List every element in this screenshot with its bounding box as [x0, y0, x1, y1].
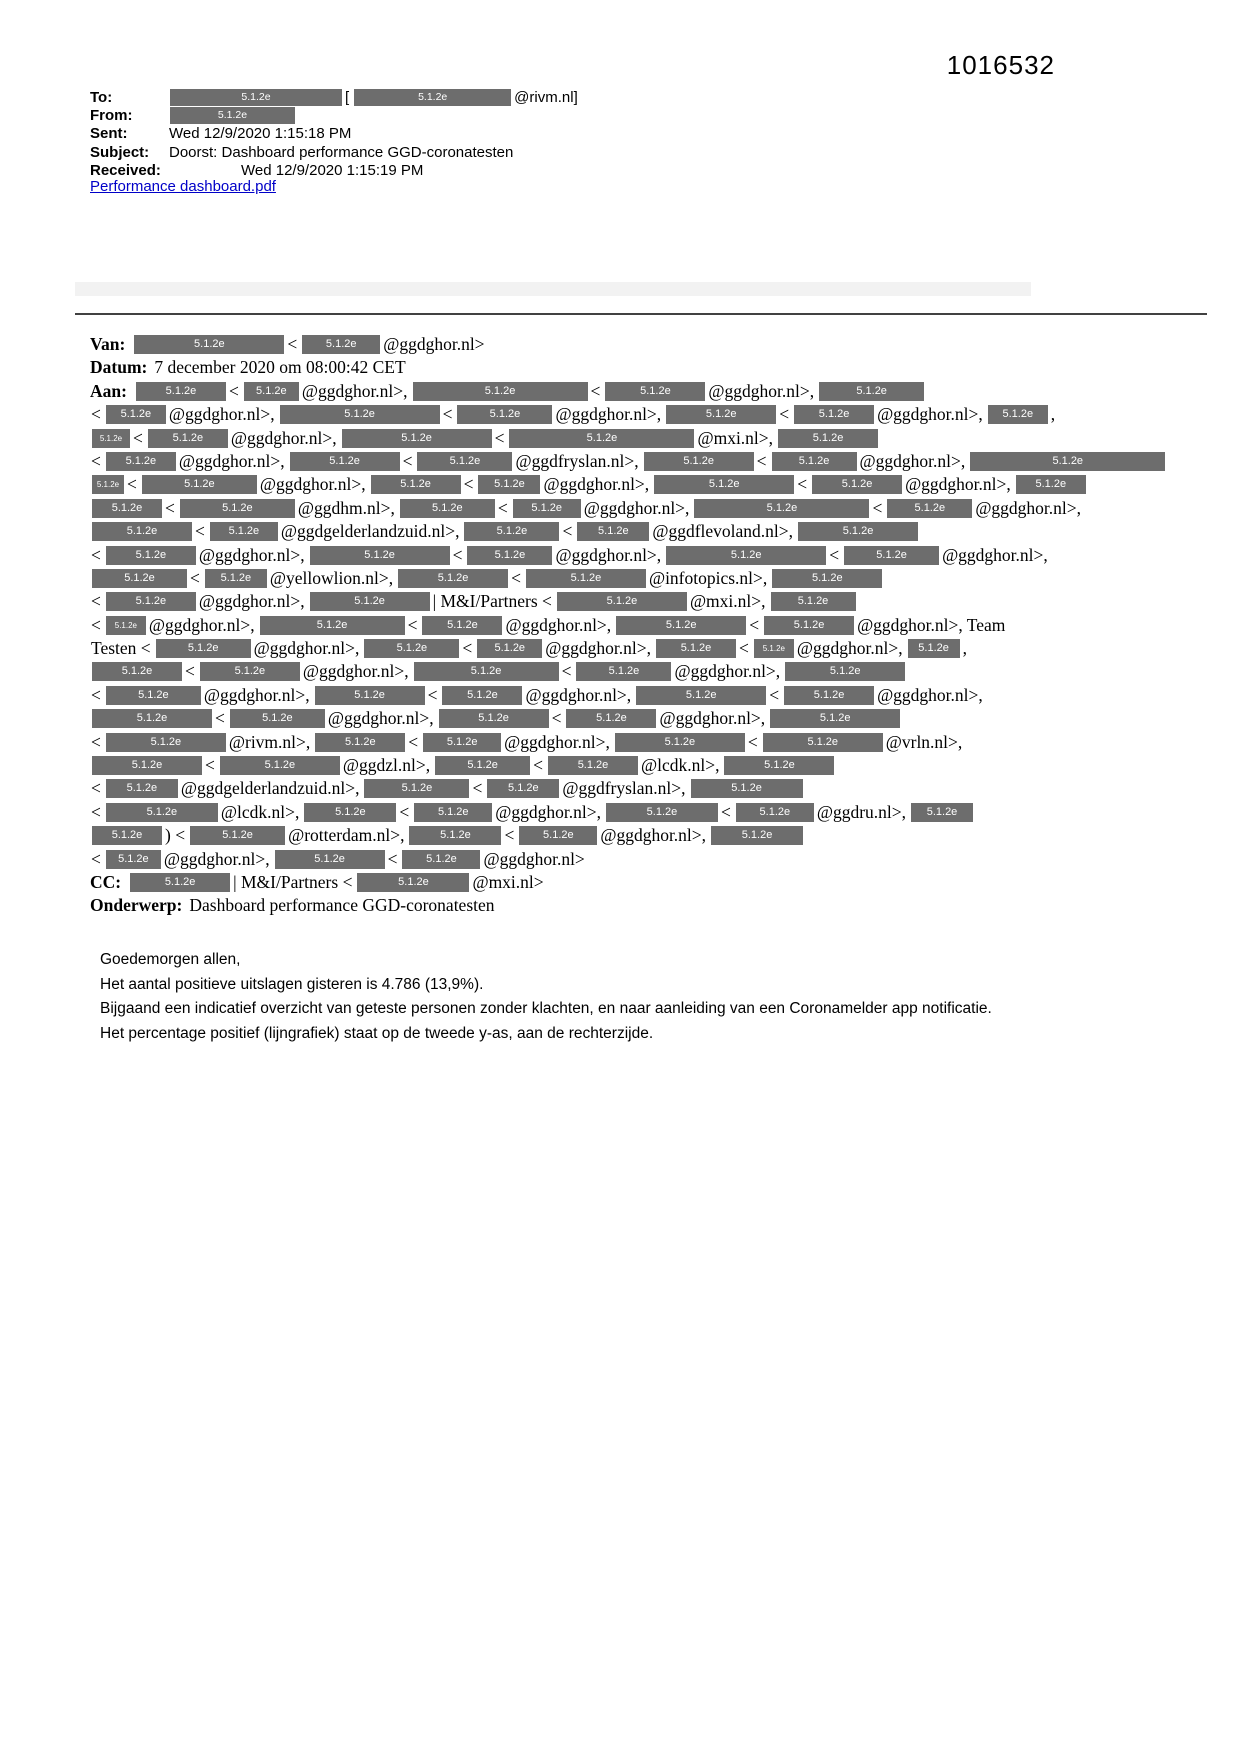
redaction-box: 5.1.2e: [509, 429, 694, 448]
redaction-box: 5.1.2e: [280, 405, 440, 424]
redaction-box: 5.1.2e: [464, 522, 559, 541]
redaction-box: 5.1.2e: [785, 662, 905, 681]
text-fragment: @ggdghor.nl>,: [708, 380, 815, 401]
text-fragment: <: [91, 404, 101, 425]
body-line: Het percentage positief (lijngrafiek) staat op de tweede y-as, aan de rechterzijde.: [100, 1024, 654, 1042]
text-fragment: <: [452, 544, 463, 565]
redaction-box: 5.1.2e: [478, 475, 540, 494]
text-fragment: @ggdghor.nl>,: [600, 825, 707, 846]
text-fragment: @ggdghor.nl>,: [857, 614, 963, 635]
aan-line-12: [90, 638, 1167, 661]
text-fragment: <: [511, 567, 521, 588]
aan-line-8: [90, 545, 1167, 568]
text-fragment: @ggdghor.nl>,: [163, 848, 270, 869]
redaction-box: 5.1.2e: [136, 382, 226, 401]
text-fragment: <: [472, 778, 483, 799]
text-fragment: <: [562, 521, 573, 542]
text-fragment: <: [590, 380, 601, 401]
text-fragment: @ggdghor.nl>,: [659, 708, 766, 729]
redaction-box: 5.1.2e: [763, 733, 883, 752]
text-fragment: @ggdghor.nl>,: [253, 638, 360, 659]
text-fragment: @mxi.nl>,: [697, 427, 774, 448]
van-row: [90, 334, 1167, 357]
redaction-box: 5.1.2e: [844, 546, 939, 565]
text-fragment: <: [190, 567, 200, 588]
text-fragment: @ggdghor.nl>,: [302, 661, 409, 682]
to-label: To:: [90, 88, 113, 106]
text-fragment: <: [185, 661, 195, 682]
redaction-box: 5.1.2e: [1016, 475, 1086, 494]
text-fragment: <: [749, 614, 760, 635]
redaction-box: 5.1.2e: [92, 709, 212, 728]
text-fragment: <: [756, 450, 767, 471]
redaction-box: 5.1.2e: [364, 639, 459, 658]
datum-row: [90, 357, 1167, 380]
text-fragment: <: [462, 638, 473, 659]
redaction-box: 5.1.2e: [106, 686, 201, 705]
redaction-box: 5.1.2e: [275, 850, 385, 869]
text-fragment: @ggdghor.nl>,: [198, 544, 305, 565]
redaction-box: 5.1.2e: [190, 826, 285, 845]
redaction-box: 5.1.2e: [106, 850, 161, 869]
redaction-box: 5.1.2e: [557, 592, 687, 611]
subject-value: [168, 144, 516, 161]
redaction-box: 5.1.2e: [754, 639, 794, 658]
aan-line-3: [90, 428, 1167, 451]
text-fragment: @rivm.nl]: [514, 88, 578, 106]
redaction-box: 5.1.2e: [548, 756, 638, 775]
text-fragment: <: [402, 450, 413, 471]
text-fragment: <: [561, 661, 572, 682]
aan-line-17: [90, 755, 1167, 778]
text-fragment: @ggdzl.nl>,: [342, 755, 431, 776]
aan-line-11: [90, 615, 1167, 638]
redaction-box: 5.1.2e: [711, 826, 803, 845]
text-fragment: <: [127, 474, 137, 495]
text-fragment: <: [427, 684, 438, 705]
text-fragment: @ggdghor.nl>,: [525, 684, 632, 705]
redaction-box: 5.1.2e: [605, 382, 705, 401]
text-fragment: <: [91, 848, 101, 869]
text-fragment: <: [91, 544, 101, 565]
aan-line-14: [90, 685, 1167, 708]
redaction-box: 5.1.2e: [302, 335, 380, 354]
document-number: 1016532: [946, 50, 1055, 80]
redaction-box: 5.1.2e: [988, 405, 1048, 424]
text-fragment: <: [747, 731, 758, 752]
redaction-box: 5.1.2e: [764, 616, 854, 635]
text-fragment: <: [738, 638, 749, 659]
text-fragment: <: [720, 801, 731, 822]
redaction-box: 5.1.2e: [887, 499, 972, 518]
redaction-box: 5.1.2e: [205, 569, 267, 588]
text-fragment: <: [769, 684, 780, 705]
redaction-box: 5.1.2e: [92, 662, 182, 681]
header-row-sent: [90, 125, 581, 143]
redaction-box: 5.1.2e: [342, 429, 492, 448]
redaction-box: 5.1.2e: [106, 803, 218, 822]
redaction-box: 5.1.2e: [442, 686, 522, 705]
text-fragment: @ggdghor.nl>,: [859, 450, 966, 471]
text-fragment: @ggdghor.nl>: [383, 334, 485, 354]
redaction-box: 5.1.2e: [400, 499, 495, 518]
text-fragment: @ggdghor.nl>,: [975, 497, 1082, 518]
text-fragment: ,: [1050, 404, 1056, 425]
text-fragment: <: [91, 778, 101, 799]
text-fragment: @ggdghor.nl>,: [148, 614, 255, 635]
redaction-box: 5.1.2e: [315, 686, 425, 705]
aan-recipient-block: [90, 381, 1167, 872]
aan-line-20: [90, 825, 1167, 848]
text-fragment: @lcdk.nl>,: [640, 755, 720, 776]
text-fragment: @ggdghor.nl>,: [796, 638, 903, 659]
text-fragment: <: [829, 544, 840, 565]
text-fragment: Doorst: Dashboard performance GGD-coronatesten: [169, 143, 514, 161]
redaction-box: 5.1.2e: [616, 616, 746, 635]
van-label: Van:: [90, 334, 126, 354]
redaction-box: 5.1.2e: [92, 429, 130, 448]
text-fragment: <: [91, 614, 101, 635]
onderwerp-row: [90, 895, 1167, 918]
text-fragment: @ggdghor.nl>,: [545, 638, 651, 659]
redaction-box: 5.1.2e: [106, 616, 146, 635]
aan-line-9: [90, 568, 1167, 591]
scan-artifact-band: [75, 282, 1031, 296]
redaction-box: 5.1.2e: [310, 592, 430, 611]
redaction-box: 5.1.2e: [170, 107, 295, 124]
text-fragment: <: [91, 684, 101, 705]
redaction-box: 5.1.2e: [92, 826, 162, 845]
redaction-box: 5.1.2e: [92, 475, 124, 494]
redaction-box: 5.1.2e: [210, 522, 278, 541]
aan-line-18: [90, 778, 1167, 801]
text-fragment: <: [551, 708, 562, 729]
cc-label: CC:: [90, 871, 122, 892]
text-fragment: Testen <: [91, 638, 151, 659]
sent-value: [168, 125, 354, 142]
redaction-box: 5.1.2e: [106, 779, 178, 798]
redaction-box: 5.1.2e: [244, 382, 299, 401]
text-fragment: @infotopics.nl>,: [648, 567, 768, 588]
text-fragment: Team: [966, 614, 1006, 635]
redaction-box: 5.1.2e: [908, 639, 960, 658]
text-fragment: @ggdghor.nl>,: [905, 474, 1011, 495]
redaction-box: 5.1.2e: [636, 686, 766, 705]
redaction-box: 5.1.2e: [148, 429, 228, 448]
datum-value: 7 december 2020 om 08:00:42 CET: [154, 357, 406, 378]
text-fragment: @ggdgelderlandzuid.nl>,: [280, 521, 460, 542]
redaction-box: 5.1.2e: [784, 686, 874, 705]
redaction-box: 5.1.2e: [778, 429, 878, 448]
text-fragment: <: [494, 427, 505, 448]
redaction-box: 5.1.2e: [970, 452, 1165, 471]
redaction-box: 5.1.2e: [576, 662, 671, 681]
email-body: [100, 948, 992, 1046]
redaction-box: 5.1.2e: [200, 662, 300, 681]
subject-label: Subject:: [90, 143, 150, 161]
redaction-box: 5.1.2e: [170, 89, 342, 106]
text-fragment: @ggdghor.nl>,: [301, 380, 408, 401]
redaction-box: 5.1.2e: [457, 405, 552, 424]
text-fragment: @ggdghor.nl>,: [259, 474, 366, 495]
redaction-box: 5.1.2e: [357, 873, 469, 892]
redaction-box: 5.1.2e: [315, 733, 405, 752]
redaction-box: 5.1.2e: [911, 803, 973, 822]
text-fragment: @ggdghor.nl>: [483, 848, 585, 869]
onderwerp-label: Onderwerp:: [90, 895, 183, 916]
redaction-box: 5.1.2e: [180, 499, 295, 518]
text-fragment: @ggdgelderlandzuid.nl>,: [180, 778, 360, 799]
redaction-box: 5.1.2e: [819, 382, 924, 401]
text-fragment: @yellowlion.nl>,: [269, 567, 394, 588]
redaction-box: 5.1.2e: [364, 779, 469, 798]
redaction-box: 5.1.2e: [439, 709, 549, 728]
text-fragment: @ggdghor.nl>,: [583, 497, 690, 518]
text-fragment: ,: [962, 638, 967, 659]
onderwerp-value: Dashboard performance GGD-coronatesten: [189, 895, 495, 916]
redaction-box: 5.1.2e: [771, 592, 856, 611]
redaction-box: 5.1.2e: [772, 452, 857, 471]
text-fragment: @ggdghor.nl>,: [198, 591, 305, 612]
text-fragment: <: [91, 591, 101, 612]
redaction-box: 5.1.2e: [413, 382, 588, 401]
text-fragment: @ggdghor.nl>,: [555, 544, 662, 565]
text-fragment: <: [165, 497, 175, 518]
text-fragment: <: [463, 474, 474, 495]
text-fragment: <: [205, 755, 215, 776]
redaction-box: 5.1.2e: [477, 639, 542, 658]
redaction-box: 5.1.2e: [398, 569, 508, 588]
redaction-box: 5.1.2e: [130, 873, 230, 892]
redaction-box: 5.1.2e: [92, 522, 192, 541]
to-value: [168, 89, 581, 106]
text-fragment: | M&I/Partners <: [432, 591, 552, 612]
text-fragment: @ggdghor.nl>,: [505, 614, 612, 635]
aan-line-1: [90, 381, 1167, 404]
redaction-box: 5.1.2e: [142, 475, 257, 494]
text-fragment: <: [91, 731, 101, 752]
redaction-box: 5.1.2e: [260, 616, 405, 635]
text-fragment: @ggdghor.nl>,: [495, 801, 601, 822]
aan-line-13: [90, 661, 1167, 684]
redaction-box: 5.1.2e: [422, 616, 502, 635]
text-fragment: ) <: [165, 825, 186, 846]
cc-row: [90, 872, 1167, 895]
redaction-box: 5.1.2e: [435, 756, 530, 775]
text-fragment: @mxi.nl>,: [689, 591, 766, 612]
from-value: [168, 107, 297, 124]
redaction-box: 5.1.2e: [310, 546, 450, 565]
attachment-link[interactable]: Performance dashboard.pdf: [90, 178, 276, 195]
redaction-box: 5.1.2e: [414, 662, 559, 681]
text-fragment: @lcdk.nl>,: [220, 801, 300, 822]
text-fragment: @ggdghor.nl>,: [168, 404, 275, 425]
text-fragment: <: [91, 450, 101, 471]
redaction-box: 5.1.2e: [220, 756, 340, 775]
redaction-box: 5.1.2e: [106, 546, 196, 565]
text-fragment: <: [195, 521, 205, 542]
text-fragment: Wed 12/9/2020 1:15:18 PM: [169, 125, 352, 143]
redaction-box: 5.1.2e: [409, 826, 501, 845]
redaction-box: 5.1.2e: [106, 405, 166, 424]
redaction-box: 5.1.2e: [770, 709, 900, 728]
text-fragment: [: [345, 88, 350, 106]
aan-line-21: [90, 849, 1167, 872]
redaction-box: 5.1.2e: [772, 569, 882, 588]
redaction-box: 5.1.2e: [654, 475, 794, 494]
redaction-box: 5.1.2e: [402, 850, 480, 869]
aan-line-7: [90, 521, 1167, 544]
redaction-box: 5.1.2e: [230, 709, 325, 728]
redaction-box: 5.1.2e: [606, 803, 718, 822]
aan-line-5: [90, 474, 1167, 497]
text-fragment: <: [228, 380, 239, 401]
text-fragment: @rotterdam.nl>,: [288, 825, 405, 846]
text-fragment: @ggdhm.nl>,: [297, 497, 395, 518]
redaction-box: 5.1.2e: [736, 803, 814, 822]
received-label: Received:: [90, 162, 161, 180]
text-fragment: <: [287, 334, 298, 354]
aan-line-10: [90, 591, 1167, 614]
text-fragment: @ggdghor.nl>,: [543, 474, 650, 495]
redaction-box: 5.1.2e: [656, 639, 736, 658]
redaction-box: 5.1.2e: [106, 733, 226, 752]
text-fragment: @ggdghor.nl>,: [942, 544, 1048, 565]
redaction-box: 5.1.2e: [794, 405, 874, 424]
text-fragment: <: [408, 731, 419, 752]
text-fragment: @ggdru.nl>,: [816, 801, 907, 822]
text-fragment: Wed 12/9/2020 1:15:19 PM: [241, 162, 424, 180]
redaction-box: 5.1.2e: [290, 452, 400, 471]
redaction-box: 5.1.2e: [724, 756, 834, 775]
forwarded-header: [90, 334, 1167, 919]
header-row-to: [90, 88, 581, 106]
redaction-box: 5.1.2e: [812, 475, 902, 494]
redaction-box: 5.1.2e: [304, 803, 396, 822]
text-fragment: <: [797, 474, 808, 495]
text-fragment: @ggdflevoland.nl>,: [652, 521, 794, 542]
redaction-box: 5.1.2e: [156, 639, 251, 658]
sent-label: Sent:: [90, 125, 128, 143]
text-fragment: <: [442, 404, 453, 425]
redaction-box: 5.1.2e: [577, 522, 649, 541]
redaction-box: 5.1.2e: [134, 335, 284, 354]
redaction-box: 5.1.2e: [694, 499, 869, 518]
header-row-from: [90, 106, 581, 124]
aan-line-16: [90, 732, 1167, 755]
datum-label: Datum:: [90, 357, 148, 378]
aan-line-19: [90, 802, 1167, 825]
body-line: Goedemorgen allen,: [100, 951, 241, 968]
text-fragment: <: [872, 497, 883, 518]
aan-line-15: [90, 708, 1167, 731]
text-fragment: @ggdghor.nl>,: [504, 731, 610, 752]
text-fragment: @ggdfryslan.nl>,: [515, 450, 639, 471]
aan-line-6: [90, 498, 1167, 521]
header-row-subject: [90, 143, 581, 161]
aan-line-2: [90, 404, 1167, 427]
text-fragment: @mxi.nl>: [472, 871, 544, 892]
text-fragment: @ggdghor.nl>,: [327, 708, 434, 729]
text-fragment: @vrln.nl>,: [885, 731, 963, 752]
redaction-box: 5.1.2e: [644, 452, 754, 471]
aan-line-4: [90, 451, 1167, 474]
redaction-box: 5.1.2e: [566, 709, 656, 728]
redaction-box: 5.1.2e: [691, 779, 803, 798]
text-fragment: <: [407, 614, 418, 635]
received-value: [168, 162, 426, 179]
redaction-box: 5.1.2e: [666, 546, 826, 565]
redaction-box: 5.1.2e: [92, 499, 162, 518]
text-fragment: @ggdghor.nl>,: [877, 404, 983, 425]
cc-value: [128, 872, 547, 892]
redaction-box: 5.1.2e: [417, 452, 512, 471]
text-fragment: @ggdghor.nl>,: [674, 661, 781, 682]
redaction-box: 5.1.2e: [414, 803, 492, 822]
text-fragment: @ggdghor.nl>,: [178, 450, 285, 471]
redaction-box: 5.1.2e: [354, 89, 511, 106]
van-value: [132, 334, 487, 354]
text-fragment: @rivm.nl>,: [228, 731, 311, 752]
redaction-box: 5.1.2e: [106, 592, 196, 611]
body-line: Het aantal positieve uitslagen gisteren is 4.786 (13,9%).: [100, 975, 484, 993]
body-line: Bijgaand een indicatief overzicht van geteste personen zonder klachten, en naar aanleiding van een Coronamelder app notificatie.: [100, 1000, 992, 1017]
text-fragment: @ggdghor.nl>,: [230, 427, 337, 448]
redaction-box: 5.1.2e: [467, 546, 552, 565]
text-fragment: <: [497, 497, 508, 518]
text-fragment: <: [504, 825, 515, 846]
aan-label: Aan:: [90, 380, 127, 401]
from-label: From:: [90, 107, 133, 125]
redaction-box: 5.1.2e: [519, 826, 597, 845]
text-fragment: @ggdghor.nl>,: [203, 684, 310, 705]
text-fragment: <: [533, 755, 543, 776]
redaction-box: 5.1.2e: [92, 756, 202, 775]
text-fragment: <: [399, 801, 410, 822]
redaction-box: 5.1.2e: [371, 475, 461, 494]
text-fragment: | M&I/Partners <: [233, 871, 353, 892]
redaction-box: 5.1.2e: [666, 405, 776, 424]
redaction-box: 5.1.2e: [798, 522, 918, 541]
text-fragment: <: [779, 404, 790, 425]
text-fragment: <: [387, 848, 398, 869]
redaction-box: 5.1.2e: [92, 569, 187, 588]
redaction-box: 5.1.2e: [423, 733, 501, 752]
redaction-box: 5.1.2e: [106, 452, 176, 471]
text-fragment: @ggdghor.nl>,: [555, 404, 662, 425]
redaction-box: 5.1.2e: [487, 779, 559, 798]
redaction-box: 5.1.2e: [513, 499, 581, 518]
text-fragment: <: [215, 708, 225, 729]
redaction-box: 5.1.2e: [615, 733, 745, 752]
text-fragment: <: [91, 801, 101, 822]
email-header: [90, 88, 581, 180]
text-fragment: @ggdghor.nl>,: [877, 684, 983, 705]
text-fragment: <: [133, 427, 143, 448]
redaction-box: 5.1.2e: [526, 569, 646, 588]
text-fragment: @ggdfryslan.nl>,: [562, 778, 686, 799]
section-divider: [75, 313, 1207, 315]
